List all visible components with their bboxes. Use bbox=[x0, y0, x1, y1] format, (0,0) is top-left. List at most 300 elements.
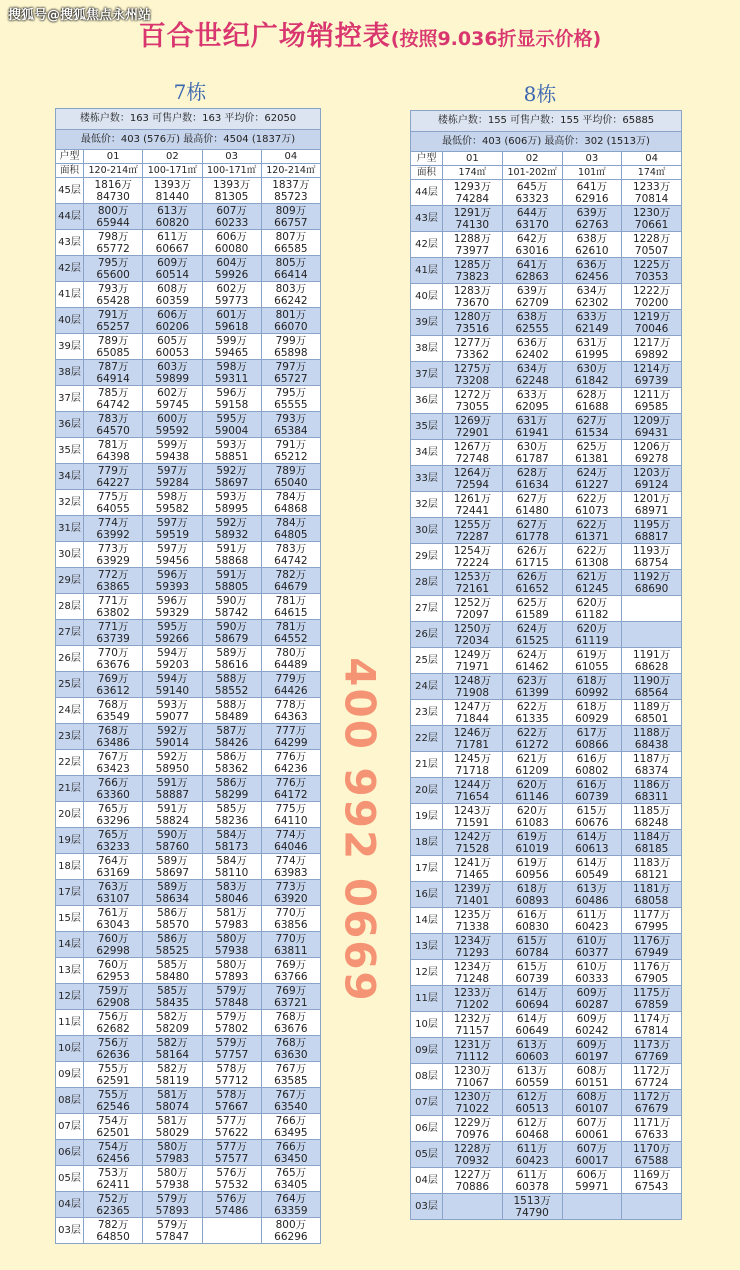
unit-price: 63486 bbox=[96, 736, 130, 749]
total-price: 1177万 bbox=[633, 908, 671, 921]
unit-price: 58697 bbox=[214, 476, 249, 489]
unit-cell bbox=[202, 1140, 261, 1166]
unit-cell bbox=[261, 360, 320, 386]
total-price: 774万 bbox=[97, 516, 129, 529]
unit-cell bbox=[622, 1012, 682, 1038]
total-price: 773万 bbox=[275, 880, 307, 893]
total-price: 597万 bbox=[157, 464, 188, 477]
floor-row bbox=[411, 726, 682, 752]
unit-cell bbox=[502, 700, 562, 726]
unit-price: 59203 bbox=[155, 658, 190, 671]
unit-cell bbox=[261, 334, 320, 360]
unit-price: 61381 bbox=[575, 452, 609, 465]
total-price: 775万 bbox=[97, 490, 129, 503]
unit-cell bbox=[261, 1166, 320, 1192]
unit-price: 60676 bbox=[575, 816, 609, 829]
unit-price: 59592 bbox=[155, 424, 190, 437]
unit-price: 63585 bbox=[274, 1074, 308, 1087]
unit-cell bbox=[443, 1038, 503, 1064]
unit-price: 64489 bbox=[274, 658, 308, 671]
unit-price: 64055 bbox=[96, 502, 130, 515]
total-price: 1291万 bbox=[453, 206, 491, 219]
unit-price: 63920 bbox=[274, 892, 308, 905]
unit-price: 62709 bbox=[515, 296, 549, 309]
unit-price: 57577 bbox=[214, 1152, 249, 1165]
unit-price: 60866 bbox=[575, 738, 609, 751]
unit-price: 61589 bbox=[515, 608, 549, 621]
total-price: 606万 bbox=[576, 1168, 608, 1181]
unit-price: 59393 bbox=[155, 580, 190, 593]
unit-price: 59773 bbox=[214, 294, 249, 307]
unit-cell bbox=[502, 362, 562, 388]
floor-row bbox=[56, 854, 321, 880]
unit-price: 65428 bbox=[96, 294, 130, 307]
unit-price: 70507 bbox=[634, 244, 669, 257]
unit-price: 70814 bbox=[634, 192, 669, 205]
area-01: 174㎡ bbox=[443, 166, 503, 180]
total-price: 590万 bbox=[216, 594, 247, 607]
unit-price: 60739 bbox=[515, 972, 549, 985]
unit-price: 61399 bbox=[515, 686, 549, 699]
total-price: 765万 bbox=[97, 828, 129, 841]
total-price: 597万 bbox=[157, 516, 188, 529]
unit-price: 60061 bbox=[575, 1128, 609, 1141]
total-price: 627万 bbox=[516, 518, 548, 531]
total-price: 615万 bbox=[516, 960, 548, 973]
area-02: 100-171㎡ bbox=[143, 164, 202, 178]
area-label: 面积 bbox=[411, 166, 443, 180]
unit-cell bbox=[261, 1140, 320, 1166]
unit-price: 64552 bbox=[274, 632, 308, 645]
total-price: 768万 bbox=[97, 698, 129, 711]
unit-price: 57622 bbox=[214, 1126, 249, 1139]
total-price: 591万 bbox=[157, 802, 188, 815]
total-price: 1234万 bbox=[453, 934, 491, 947]
unit-cell bbox=[443, 232, 503, 258]
unit-price: 59899 bbox=[155, 372, 190, 385]
unit-cell bbox=[261, 594, 320, 620]
type-label: 户型 bbox=[56, 150, 84, 164]
floor-row bbox=[411, 1168, 682, 1194]
unit-cell bbox=[84, 230, 143, 256]
unit-cell bbox=[502, 986, 562, 1012]
floor-row bbox=[411, 310, 682, 336]
unit-cell bbox=[84, 204, 143, 230]
total-price: 1285万 bbox=[453, 258, 491, 271]
unit-price: 57712 bbox=[214, 1074, 249, 1087]
unit-price: 61245 bbox=[575, 582, 609, 595]
floor-row bbox=[56, 256, 321, 282]
floor-label: 20层 bbox=[411, 778, 443, 804]
total-price: 620万 bbox=[576, 622, 608, 635]
floor-row bbox=[411, 648, 682, 674]
unit-price: 60613 bbox=[575, 842, 609, 855]
unit-price: 60513 bbox=[515, 1102, 549, 1115]
total-price: 593万 bbox=[157, 698, 188, 711]
total-price: 611万 bbox=[516, 1168, 548, 1181]
unit-price: 60694 bbox=[515, 998, 549, 1011]
total-price: 766万 bbox=[275, 1140, 307, 1153]
unit-price: 59456 bbox=[155, 554, 190, 567]
total-price: 621万 bbox=[576, 570, 608, 583]
unit-price: 61715 bbox=[515, 556, 549, 569]
unit-price: 61182 bbox=[575, 608, 609, 621]
unit-cell bbox=[143, 568, 202, 594]
unit-cell bbox=[562, 388, 622, 414]
total-price: 759万 bbox=[97, 984, 129, 997]
unit-cell bbox=[502, 1064, 562, 1090]
unit-price: 71067 bbox=[455, 1076, 490, 1089]
unit-cell bbox=[622, 726, 682, 752]
unit-cell bbox=[84, 672, 143, 698]
unit-price: 63540 bbox=[274, 1100, 308, 1113]
unit-price: 67859 bbox=[634, 998, 669, 1011]
total-price: 768万 bbox=[275, 1036, 307, 1049]
total-price: 619万 bbox=[516, 856, 548, 869]
unit-price: 62302 bbox=[575, 296, 609, 309]
unit-cell bbox=[622, 882, 682, 908]
unit-price: 66414 bbox=[274, 268, 308, 281]
unit-cell bbox=[562, 466, 622, 492]
total-price: 760万 bbox=[97, 958, 129, 971]
total-price: 1227万 bbox=[453, 1168, 491, 1181]
total-price: 760万 bbox=[97, 932, 129, 945]
floor-label: 31层 bbox=[56, 516, 84, 542]
total-price: 605万 bbox=[157, 334, 188, 347]
floor-label: 34层 bbox=[56, 464, 84, 490]
total-price: 1174万 bbox=[633, 1012, 671, 1025]
floor-label: 32层 bbox=[56, 490, 84, 516]
total-price: 610万 bbox=[576, 934, 608, 947]
unit-cell bbox=[202, 386, 261, 412]
unit-cell bbox=[143, 672, 202, 698]
total-price: 609万 bbox=[576, 1038, 608, 1051]
floor-row bbox=[411, 492, 682, 518]
floor-label: 43层 bbox=[411, 206, 443, 232]
unit-cell bbox=[84, 906, 143, 932]
total-price: 781万 bbox=[97, 438, 129, 451]
unit-price: 60378 bbox=[515, 1180, 549, 1193]
total-price: 585万 bbox=[157, 984, 188, 997]
unit-cell bbox=[202, 724, 261, 750]
phone-number-overlay bbox=[290, 650, 430, 1010]
unit-cell bbox=[202, 360, 261, 386]
unit-price: 71248 bbox=[455, 972, 490, 985]
total-price: 614万 bbox=[516, 1012, 548, 1025]
unit-price: 69431 bbox=[634, 426, 669, 439]
unit-price: 73670 bbox=[455, 296, 490, 309]
unit-price: 61227 bbox=[575, 478, 609, 491]
total-price: 593万 bbox=[216, 490, 247, 503]
unit-cell bbox=[202, 204, 261, 230]
total-price: 793万 bbox=[275, 412, 307, 425]
unit-cell bbox=[562, 336, 622, 362]
total-price: 779万 bbox=[275, 672, 307, 685]
floor-row bbox=[56, 386, 321, 412]
floor-label: 06层 bbox=[411, 1116, 443, 1142]
unit-price: 71591 bbox=[455, 816, 490, 829]
area-04: 174㎡ bbox=[622, 166, 682, 180]
total-price: 633万 bbox=[516, 388, 548, 401]
floor-label: 09层 bbox=[56, 1062, 84, 1088]
unit-price: 62998 bbox=[96, 944, 130, 957]
unit-cell bbox=[443, 518, 503, 544]
unit-price: 61019 bbox=[515, 842, 549, 855]
unit-price: 61146 bbox=[515, 790, 549, 803]
total-price: 767万 bbox=[275, 1062, 307, 1075]
unit-cell bbox=[143, 542, 202, 568]
total-price: 1246万 bbox=[453, 726, 491, 739]
unit-cell bbox=[562, 752, 622, 778]
unit-cell bbox=[443, 622, 503, 648]
total-price: 1214万 bbox=[633, 362, 671, 375]
unit-price: 63170 bbox=[515, 218, 549, 231]
unit-cell bbox=[143, 1192, 202, 1218]
unit-cell bbox=[502, 544, 562, 570]
unit-price: 63676 bbox=[96, 658, 130, 671]
unit-price: 62411 bbox=[96, 1178, 130, 1191]
unit-price: 58805 bbox=[214, 580, 249, 593]
floor-label: 24层 bbox=[411, 674, 443, 700]
floor-row bbox=[411, 856, 682, 882]
unit-price: 58697 bbox=[155, 866, 190, 879]
total-price: 753万 bbox=[97, 1166, 129, 1179]
floor-label: 03层 bbox=[56, 1218, 84, 1244]
total-price: 636万 bbox=[516, 336, 548, 349]
total-price: 613万 bbox=[516, 1038, 548, 1051]
area-03: 100-171㎡ bbox=[202, 164, 261, 178]
total-price: 592万 bbox=[216, 464, 247, 477]
unit-price: 81440 bbox=[155, 190, 190, 203]
unit-price: 61119 bbox=[575, 634, 609, 647]
floor-row bbox=[56, 178, 321, 204]
unit-cell bbox=[443, 1168, 503, 1194]
floor-label: 04层 bbox=[56, 1192, 84, 1218]
unit-cell bbox=[562, 206, 622, 232]
floor-label: 15层 bbox=[56, 906, 84, 932]
unit-price: 63450 bbox=[274, 1152, 308, 1165]
unit-price: 63549 bbox=[96, 710, 130, 723]
unit-cell bbox=[562, 648, 622, 674]
total-price: 592万 bbox=[216, 516, 247, 529]
unit-price: 60359 bbox=[155, 294, 190, 307]
unit-cell bbox=[143, 438, 202, 464]
floor-label: 04层 bbox=[411, 1168, 443, 1194]
total-price: 789万 bbox=[275, 464, 307, 477]
total-price: 1169万 bbox=[633, 1168, 671, 1181]
unit-price: 84730 bbox=[96, 190, 130, 203]
unit-price: 58932 bbox=[214, 528, 249, 541]
unit-price: 60080 bbox=[214, 242, 249, 255]
unit-price: 67588 bbox=[634, 1154, 669, 1167]
floor-label: 22层 bbox=[56, 750, 84, 776]
title-main: 百合世纪广场销控表 bbox=[138, 21, 391, 52]
total-price: 577万 bbox=[216, 1114, 247, 1127]
unit-price: 72097 bbox=[455, 608, 490, 621]
unit-price: 59140 bbox=[155, 684, 190, 697]
unit-cell bbox=[84, 1062, 143, 1088]
unit-price: 62456 bbox=[575, 270, 609, 283]
unit-price: 63739 bbox=[96, 632, 130, 645]
floor-label: 19层 bbox=[411, 804, 443, 830]
total-price: 798万 bbox=[97, 230, 129, 243]
total-price: 783万 bbox=[97, 412, 129, 425]
unit-cell bbox=[84, 1192, 143, 1218]
unit-price: 64850 bbox=[96, 1230, 130, 1243]
unit-price: 60053 bbox=[155, 346, 190, 359]
unit-cell bbox=[562, 1064, 622, 1090]
unit-price: 60739 bbox=[575, 790, 609, 803]
unit-price: 65727 bbox=[274, 372, 308, 385]
unit-price: 62365 bbox=[96, 1204, 130, 1217]
total-price: 1201万 bbox=[633, 492, 671, 505]
total-price: 580万 bbox=[216, 958, 247, 971]
total-price: 625万 bbox=[516, 596, 548, 609]
unit-price: 58634 bbox=[155, 892, 190, 905]
unit-price: 63233 bbox=[96, 840, 130, 853]
unit-cell bbox=[84, 698, 143, 724]
total-price: 622万 bbox=[576, 492, 608, 505]
floor-label: 18层 bbox=[411, 830, 443, 856]
total-price: 596万 bbox=[157, 568, 188, 581]
unit-cell bbox=[562, 960, 622, 986]
unit-cell bbox=[502, 804, 562, 830]
unit-cell bbox=[143, 230, 202, 256]
unit-01: 01 bbox=[84, 150, 143, 164]
unit-04: 04 bbox=[622, 152, 682, 166]
unit-price: 64805 bbox=[274, 528, 308, 541]
unit-cell bbox=[143, 750, 202, 776]
unit-cell bbox=[202, 1114, 261, 1140]
unit-price: 68817 bbox=[634, 530, 669, 543]
unit-price: 60549 bbox=[575, 868, 609, 881]
unit-price: 62555 bbox=[515, 322, 549, 335]
total-price: 579万 bbox=[216, 984, 247, 997]
unit-cell bbox=[443, 752, 503, 778]
floor-row bbox=[56, 360, 321, 386]
total-price: 1230万 bbox=[453, 1064, 491, 1077]
floor-row bbox=[411, 544, 682, 570]
unit-cell bbox=[261, 256, 320, 282]
total-price: 579万 bbox=[216, 1010, 247, 1023]
unit-cell bbox=[261, 620, 320, 646]
unit-price: 64742 bbox=[96, 398, 130, 411]
floor-label: 26层 bbox=[411, 622, 443, 648]
unit-cell bbox=[143, 620, 202, 646]
total-price: 1837万 bbox=[272, 178, 310, 191]
total-price: 1172万 bbox=[633, 1090, 671, 1103]
unit-price: 74284 bbox=[455, 192, 490, 205]
unit-price: 58679 bbox=[214, 632, 249, 645]
unit-cell bbox=[622, 674, 682, 700]
unit-price: 71401 bbox=[455, 894, 490, 907]
unit-price: 60107 bbox=[575, 1102, 609, 1115]
total-price: 782万 bbox=[97, 1218, 129, 1231]
unit-cell bbox=[202, 698, 261, 724]
unit-cell bbox=[622, 752, 682, 778]
floor-label: 09层 bbox=[411, 1038, 443, 1064]
total-price: 622万 bbox=[576, 544, 608, 557]
total-price: 768万 bbox=[97, 724, 129, 737]
unit-cell bbox=[502, 284, 562, 310]
total-price: 781万 bbox=[275, 594, 307, 607]
total-price: 581万 bbox=[216, 906, 247, 919]
unit-cell bbox=[261, 464, 320, 490]
unit-cell bbox=[622, 1064, 682, 1090]
unit-price: 59014 bbox=[155, 736, 190, 749]
floor-row bbox=[56, 620, 321, 646]
unit-price: 62953 bbox=[96, 970, 130, 983]
floor-row bbox=[411, 778, 682, 804]
unit-01: 01 bbox=[443, 152, 503, 166]
unit-price: 67995 bbox=[634, 920, 669, 933]
unit-price: 63766 bbox=[274, 970, 308, 983]
unit-cell bbox=[562, 440, 622, 466]
floor-label: 30层 bbox=[56, 542, 84, 568]
floor-row bbox=[56, 958, 321, 984]
floor-label: 12层 bbox=[56, 984, 84, 1010]
unit-price: 61652 bbox=[515, 582, 549, 595]
unit-cell bbox=[502, 674, 562, 700]
unit-cell bbox=[443, 1116, 503, 1142]
unit-price: 60820 bbox=[155, 216, 190, 229]
unit-price: 58760 bbox=[155, 840, 190, 853]
unit-price: 62501 bbox=[96, 1126, 130, 1139]
unit-price: 64172 bbox=[274, 788, 308, 801]
total-price: 592万 bbox=[157, 724, 188, 737]
total-price: 615万 bbox=[576, 804, 608, 817]
unit-price: 58995 bbox=[214, 502, 249, 515]
unit-price: 62095 bbox=[515, 400, 549, 413]
unit-cell bbox=[261, 282, 320, 308]
floor-label: 08层 bbox=[56, 1088, 84, 1114]
total-price: 1187万 bbox=[633, 752, 671, 765]
unit-price: 60649 bbox=[515, 1024, 549, 1037]
total-price: 1239万 bbox=[453, 882, 491, 895]
total-price: 791万 bbox=[97, 308, 129, 321]
unit-cell bbox=[84, 1218, 143, 1244]
total-price: 1193万 bbox=[633, 544, 671, 557]
unit-cell bbox=[202, 308, 261, 334]
unit-price: 61534 bbox=[575, 426, 609, 439]
total-price: 1231万 bbox=[453, 1038, 491, 1051]
total-price: 602万 bbox=[157, 386, 188, 399]
unit-04: 04 bbox=[261, 150, 320, 164]
unit-cell bbox=[562, 778, 622, 804]
floor-row bbox=[56, 1140, 321, 1166]
unit-cell bbox=[202, 516, 261, 542]
total-price: 589万 bbox=[157, 880, 188, 893]
unit-price: 63169 bbox=[96, 866, 130, 879]
unit-cell bbox=[143, 412, 202, 438]
total-price: 774万 bbox=[275, 854, 307, 867]
floor-label: 34层 bbox=[411, 440, 443, 466]
unit-price: 63811 bbox=[274, 944, 308, 957]
unit-price: 61525 bbox=[515, 634, 549, 647]
floor-row bbox=[56, 308, 321, 334]
unit-cell bbox=[84, 334, 143, 360]
total-price: 1261万 bbox=[453, 492, 491, 505]
total-price: 612万 bbox=[516, 1116, 548, 1129]
unit-cell bbox=[143, 178, 202, 204]
total-price: 595万 bbox=[157, 620, 188, 633]
total-price: 1283万 bbox=[453, 284, 491, 297]
floor-row bbox=[411, 1194, 682, 1220]
unit-cell bbox=[261, 204, 320, 230]
unit-price: 60423 bbox=[575, 920, 609, 933]
unit-cell bbox=[622, 1194, 682, 1220]
total-price: 578万 bbox=[216, 1062, 247, 1075]
